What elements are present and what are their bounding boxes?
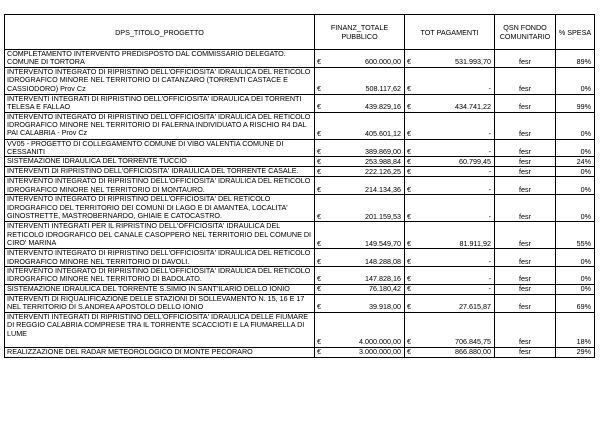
pagamenti-amount-cell: - xyxy=(416,177,495,195)
finanz-currency-cell: € xyxy=(315,249,326,267)
table-row xyxy=(5,157,595,167)
pagamenti-amount-cell: 866.880,00 xyxy=(416,347,495,357)
table-row xyxy=(5,177,595,195)
table-row xyxy=(5,67,595,94)
spesa-percent-cell: 99% xyxy=(556,94,595,112)
pagamenti-amount-cell: 706.845,75 xyxy=(416,312,495,347)
table-row xyxy=(5,312,595,347)
pagamenti-currency-cell: € xyxy=(405,177,416,195)
qsn-fund-cell: fesr xyxy=(495,157,556,167)
finanz-amount-cell: 253.988,84 xyxy=(326,157,405,167)
finanz-amount-cell: 3.000.000,00 xyxy=(326,347,405,357)
spesa-percent-cell: 0% xyxy=(556,139,595,157)
finanz-amount-cell: 4.000.000,00 xyxy=(326,312,405,347)
table-row xyxy=(5,167,595,177)
finanz-currency-cell: € xyxy=(315,139,326,157)
qsn-fund-cell: fesr xyxy=(495,94,556,112)
pagamenti-amount-cell: 60.799,45 xyxy=(416,157,495,167)
projects-table xyxy=(4,14,595,358)
spesa-percent-cell: 0% xyxy=(556,267,595,285)
table-row xyxy=(5,139,595,157)
pagamenti-currency-cell: € xyxy=(405,294,416,312)
finanz-currency-cell: € xyxy=(315,347,326,357)
finanz-currency-cell: € xyxy=(315,267,326,285)
project-title-cell: INTERVENTI INTEGRATI PER IL RIPRISTINO DELL'OFFICIOSITA' IDRAULICA DEL RETICOLO IDROGRAFICO DEL CANALE CASOPPERO NEL TERRITORIO DEL COMUNE DI CIRO' MARINA xyxy=(5,222,315,249)
qsn-fund-cell: fesr xyxy=(495,67,556,94)
finanz-amount-cell: 389.869,00 xyxy=(326,139,405,157)
pagamenti-amount-cell: 434.741,22 xyxy=(416,94,495,112)
spesa-percent-cell: 0% xyxy=(556,67,595,94)
project-title-cell: INTERVENTO INTEGRATO DI RIPRISTINO DELL'OFFICIOSITA' IDRAULICA DEL RETICOLO IDROGRAFICO MINORE NEL TERRITORIO DI BADOLATO. xyxy=(5,267,315,285)
pagamenti-currency-cell: € xyxy=(405,222,416,249)
pagamenti-amount-cell: - xyxy=(416,249,495,267)
header-spesa: % SPESA xyxy=(556,15,595,50)
project-title-cell: INTERVENTO INTEGRATO DI RIPRISTINO DELL'OFFICIOSITA' IDRAULICA DEL RETICOLO IDROGRAFICO MINORE NEL TERRITORIO DI DAVOLI. xyxy=(5,249,315,267)
header-title: DPS_TITOLO_PROGETTO xyxy=(5,15,315,50)
finanz-amount-cell: 600.000,00 xyxy=(326,50,405,68)
finanz-currency-cell: € xyxy=(315,112,326,139)
spesa-percent-cell: 0% xyxy=(556,195,595,222)
finanz-currency-cell: € xyxy=(315,94,326,112)
qsn-fund-cell: fesr xyxy=(495,167,556,177)
table-row xyxy=(5,222,595,249)
qsn-fund-cell: fesr xyxy=(495,222,556,249)
pagamenti-currency-cell: € xyxy=(405,139,416,157)
qsn-fund-cell: fesr xyxy=(495,50,556,68)
pagamenti-amount-cell: - xyxy=(416,284,495,294)
pagamenti-amount-cell: - xyxy=(416,267,495,285)
header-finanz: FINANZ_TOTALE PUBBLICO xyxy=(315,15,405,50)
spesa-percent-cell: 24% xyxy=(556,157,595,167)
project-title-cell: VV05 - PROGETTO DI COLLEGAMENTO COMUNE DI VIBO VALENTIA COMUNE DI CESSANITI xyxy=(5,139,315,157)
project-title-cell: INTERVENTI DI RIPRISTINO DELL'OFFICIOSITA' IDRAULICA DEL TORRENTE CASALE. xyxy=(5,167,315,177)
header-qsn: QSN FONDO COMUNITARIO xyxy=(495,15,556,50)
qsn-fund-cell: fesr xyxy=(495,195,556,222)
table-row xyxy=(5,267,595,285)
finanz-amount-cell: 214.134,36 xyxy=(326,177,405,195)
finanz-currency-cell: € xyxy=(315,157,326,167)
projects-table-body xyxy=(5,50,595,358)
spesa-percent-cell: 89% xyxy=(556,50,595,68)
spesa-percent-cell: 0% xyxy=(556,112,595,139)
pagamenti-amount-cell: - xyxy=(416,112,495,139)
finanz-amount-cell: 508.117,62 xyxy=(326,67,405,94)
project-title-cell: INTERVENTI DI RIQUALIFICAZIONE DELLE STAZIONI DI SOLLEVAMENTO N. 15, 16 E 17 NEL TERRITORIO DI S.ANDREA APOSTOLO DELLO IONIO xyxy=(5,294,315,312)
finanz-amount-cell: 76.180,42 xyxy=(326,284,405,294)
project-title-cell: INTERVENTO INTEGRATO DI RIPRISTINO DELL'OFFICIOSITA' IDRAULICA DEL RETICOLO IDROGRAFICO MINORE NEL TERRITORIO DI FALERNA INDIVIDUATO A RISCHIO R4 DAL PAI CALABRIA - Prov Cz xyxy=(5,112,315,139)
project-title-cell: INTERVENTO INTEGRATO DI RIPRISTINO DELL'OFFICIOSITA' IDRAULICA DEL RETICOLO IDROGRAFICO MINORE NEL TERRITORIO DI MONTAURO. xyxy=(5,177,315,195)
pagamenti-amount-cell: 531.993,70 xyxy=(416,50,495,68)
finanz-currency-cell: € xyxy=(315,312,326,347)
pagamenti-amount-cell: 27.615,87 xyxy=(416,294,495,312)
spesa-percent-cell: 0% xyxy=(556,284,595,294)
qsn-fund-cell: fesr xyxy=(495,284,556,294)
pagamenti-currency-cell: € xyxy=(405,249,416,267)
pagamenti-currency-cell: € xyxy=(405,50,416,68)
project-title-cell: COMPLETAMENTO INTERVENTO PREDISPOSTO DAL COMMISSARIO DELEGATO. COMUNE DI TORTORA xyxy=(5,50,315,68)
qsn-fund-cell: fesr xyxy=(495,312,556,347)
pagamenti-currency-cell: € xyxy=(405,284,416,294)
qsn-fund-cell: fesr xyxy=(495,249,556,267)
table-row xyxy=(5,50,595,68)
spesa-percent-cell: 0% xyxy=(556,167,595,177)
finanz-amount-cell: 147.828,16 xyxy=(326,267,405,285)
qsn-fund-cell: fesr xyxy=(495,347,556,357)
finanz-amount-cell: 149.549,70 xyxy=(326,222,405,249)
finanz-amount-cell: 148.288,08 xyxy=(326,249,405,267)
pagamenti-currency-cell: € xyxy=(405,94,416,112)
spesa-percent-cell: 18% xyxy=(556,312,595,347)
header-row xyxy=(5,15,595,50)
spesa-percent-cell: 69% xyxy=(556,294,595,312)
spesa-percent-cell: 0% xyxy=(556,249,595,267)
project-title-cell: INTERVENTI INTEGRATI DI RIPRISTINO DELL'OFFICIOSITA' IDRAULICA DELLE FIUMARE DI REGGIO CALABRIA COMPRESE TRA IL TORRENTE SCACCIOTI E LA FIUMARELLA DI LUME xyxy=(5,312,315,347)
pagamenti-currency-cell: € xyxy=(405,347,416,357)
finanz-currency-cell: € xyxy=(315,294,326,312)
project-title-cell: REALIZZAZIONE DEL RADAR METEOROLOGICO DI MONTE PECORARO xyxy=(5,347,315,357)
finanz-currency-cell: € xyxy=(315,67,326,94)
qsn-fund-cell: fesr xyxy=(495,177,556,195)
header-pagamenti: TOT PAGAMENTI xyxy=(405,15,495,50)
qsn-fund-cell: fesr xyxy=(495,267,556,285)
project-title-cell: SISTEMAZIONE IDRAULICA DEL TORRENTE TUCCIO xyxy=(5,157,315,167)
finanz-amount-cell: 201.159,53 xyxy=(326,195,405,222)
pagamenti-currency-cell: € xyxy=(405,195,416,222)
spesa-percent-cell: 29% xyxy=(556,347,595,357)
finanz-currency-cell: € xyxy=(315,177,326,195)
finanz-currency-cell: € xyxy=(315,50,326,68)
pagamenti-amount-cell: - xyxy=(416,67,495,94)
pagamenti-currency-cell: € xyxy=(405,112,416,139)
table-row xyxy=(5,195,595,222)
pagamenti-amount-cell: - xyxy=(416,195,495,222)
finanz-currency-cell: € xyxy=(315,195,326,222)
finanz-amount-cell: 39.918,00 xyxy=(326,294,405,312)
project-title-cell: INTERVENTI INTEGRATI DI RIPRISTINO DELL'OFFICIOSITA' IDRAULICA DEI TORRENTI TELESA E FALLAO xyxy=(5,94,315,112)
finanz-currency-cell: € xyxy=(315,284,326,294)
pagamenti-currency-cell: € xyxy=(405,157,416,167)
finanz-amount-cell: 405.601,12 xyxy=(326,112,405,139)
pagamenti-currency-cell: € xyxy=(405,267,416,285)
table-row xyxy=(5,249,595,267)
pagamenti-amount-cell: - xyxy=(416,167,495,177)
finanz-amount-cell: 222.126,25 xyxy=(326,167,405,177)
pagamenti-currency-cell: € xyxy=(405,67,416,94)
project-title-cell: INTERVENTO INTEGRATO DI RIPRISTINO DELL'OFFICIOSITA' IDRAULICA DEL RETICOLO IDROGRAFICO MINORE NEL TERRITORIO DI CATANZARO (TORRENTI CASTACE E CASSIODORO) Prov Cz xyxy=(5,67,315,94)
table-row xyxy=(5,94,595,112)
pagamenti-currency-cell: € xyxy=(405,312,416,347)
table-row xyxy=(5,284,595,294)
project-title-cell: INTERVENTO INTEGRATO DI RIPRISTINO DELL'OFFICIOSITA' DEL RETICOLO IDROGRAFICO DEL TERRITORIO DEI COMUNI DI LAGO E DI AMANTEA, LOCALITA' GINOSTRETTE, MASTROBERNARDO, GHIAIE E CATOCASTRO. xyxy=(5,195,315,222)
finanz-amount-cell: 439.829,16 xyxy=(326,94,405,112)
table-row xyxy=(5,347,595,357)
table-row xyxy=(5,294,595,312)
qsn-fund-cell: fesr xyxy=(495,294,556,312)
spesa-percent-cell: 0% xyxy=(556,177,595,195)
spesa-percent-cell: 55% xyxy=(556,222,595,249)
table-row xyxy=(5,112,595,139)
finanz-currency-cell: € xyxy=(315,222,326,249)
pagamenti-amount-cell: 81.911,92 xyxy=(416,222,495,249)
pagamenti-currency-cell: € xyxy=(405,167,416,177)
qsn-fund-cell: fesr xyxy=(495,112,556,139)
project-title-cell: SISTEMAZIONE IDRAULICA DEL TORRENTE S.SIMIO IN SANT'ILARIO DELLO IONIO xyxy=(5,284,315,294)
pagamenti-amount-cell: - xyxy=(416,139,495,157)
qsn-fund-cell: fesr xyxy=(495,139,556,157)
finanz-currency-cell: € xyxy=(315,167,326,177)
